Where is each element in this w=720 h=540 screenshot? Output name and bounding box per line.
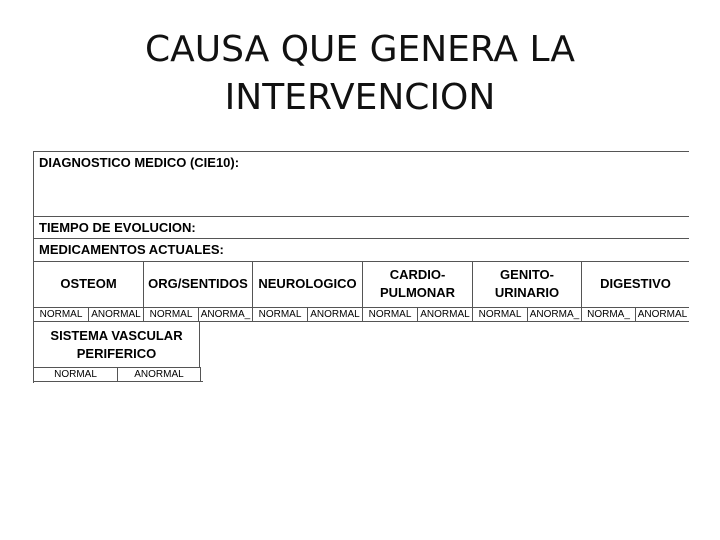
vascular-bottom-border [33, 381, 203, 382]
system-org-sentidos: ORG/SENTIDOS [143, 261, 252, 307]
org-sentidos-normal[interactable]: NORMAL [143, 307, 198, 321]
slide-title [0, 26, 720, 122]
diagnostico-row[interactable] [33, 151, 689, 216]
osteom-normal[interactable]: NORMAL [33, 307, 88, 321]
osteom-anormal[interactable]: ANORMAL [88, 307, 143, 321]
digestivo-normal[interactable]: NORMA_ [581, 307, 635, 321]
tiempo-evolucion-row[interactable] [33, 216, 689, 238]
cardio-pulmonar-normal[interactable]: NORMAL [362, 307, 417, 321]
system-vascular-periferico: SISTEMA VASCULAR PERIFERICO [33, 322, 200, 367]
tiempo-label: TIEMPO DE EVOLUCION: [39, 220, 196, 235]
system-genito-urinario: GENITO- URINARIO [472, 261, 581, 307]
system-digestivo: DIGESTIVO [581, 261, 689, 307]
title-line-1: CAUSA QUE GENERA LA [144, 29, 576, 70]
neurologico-normal[interactable]: NORMAL [252, 307, 307, 321]
genito-urinario-anormal[interactable]: ANORMA_ [527, 307, 581, 321]
system-neurologico: NEUROLOGICO [252, 261, 362, 307]
vascular-anormal[interactable]: ANORMAL [117, 367, 201, 381]
org-sentidos-anormal[interactable]: ANORMA_ [198, 307, 252, 321]
medicamentos-row[interactable] [33, 238, 689, 261]
vascular-normal[interactable]: NORMAL [33, 367, 117, 381]
title-line-2: INTERVENCION [224, 77, 496, 118]
system-cardio-pulmonar: CARDIO- PULMONAR [362, 261, 472, 307]
digestivo-anormal[interactable]: ANORMAL [635, 307, 689, 321]
neurologico-anormal[interactable]: ANORMAL [307, 307, 362, 321]
genito-urinario-normal[interactable]: NORMAL [472, 307, 527, 321]
cardio-pulmonar-anormal[interactable]: ANORMAL [417, 307, 472, 321]
system-osteom: OSTEOM [33, 261, 143, 307]
medicamentos-label: MEDICAMENTOS ACTUALES: [39, 242, 224, 257]
diagnostico-label: DIAGNOSTICO MEDICO (CIE10): [39, 155, 240, 170]
